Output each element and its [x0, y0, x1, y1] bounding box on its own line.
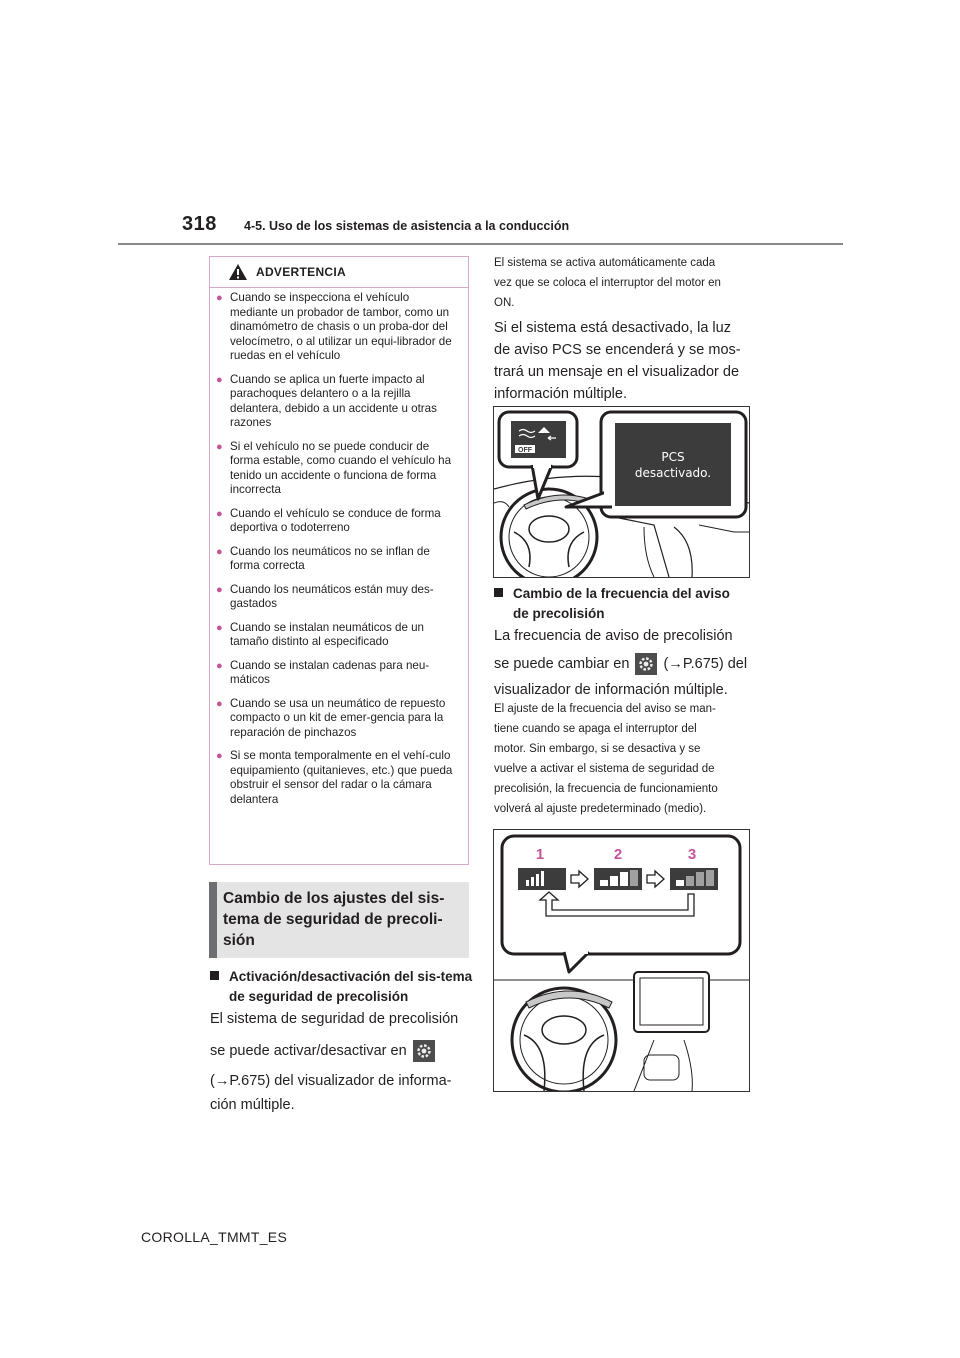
activation-subheading: Activación/desactivación del sis-tema de seguridad de precolisión: [210, 967, 491, 1007]
level-label-2: 2: [613, 846, 623, 863]
frequency-dashboard-drawing: [494, 830, 749, 1091]
frequency-subheading: Cambio de la frecuencia del aviso de precolisión: [494, 584, 775, 624]
warning-header: [210, 257, 468, 288]
page-number: 318: [182, 213, 217, 235]
bullet-icon: ●: [216, 750, 223, 762]
warning-item: ● Si el vehículo no se puede conducir de forma estable, como cuando el vehículo ha tenido un accidente o funciona de forma incorrecta: [216, 439, 452, 496]
frequency-illustration: [493, 829, 750, 1092]
bullet-icon: ●: [216, 373, 223, 386]
bullet-icon: ●: [216, 292, 223, 304]
display-message-line2: desactivado.: [634, 466, 712, 480]
display-message-line1: PCS: [661, 450, 685, 464]
level-1-indicator: [518, 868, 566, 890]
warning-triangle-icon: [228, 263, 248, 281]
warning-list: [210, 291, 468, 816]
bullet-icon: ●: [216, 583, 223, 596]
warning-item: ● Si se monta temporalmente en el vehí-culo equipamiento (quitanieves, etc.) que pueda obstruir el sensor del radar o la cámara delantera: [216, 749, 453, 806]
square-bullet-icon: [210, 971, 219, 980]
pcs-off-illustration: [493, 406, 750, 578]
bullet-icon: ●: [216, 507, 223, 520]
warning-item: ● Cuando se aplica un fuerte impacto al parachoques delantero o a la rejilla delantera, debido a un accidente u otras razones: [216, 372, 437, 429]
header-divider: [118, 243, 843, 245]
bullet-icon: ●: [216, 545, 223, 558]
warning-item: ● Cuando se inspecciona el vehículo mediante un probador de tambor, como un dinamómetro de chasis o un proba-dor del velocímetro, o al utilizar un equi-librador de ruedas en el vehículo: [216, 291, 452, 362]
level-3-indicator: [670, 868, 718, 890]
bullet-icon: ●: [216, 440, 223, 453]
warning-item: ● Cuando los neumáticos están muy des-gastados: [216, 582, 434, 610]
settings-gear-icon: [635, 653, 657, 675]
square-bullet-icon: [494, 588, 503, 597]
frequency-note: El ajuste de la frecuencia del aviso se man- tiene cuando se apaga el interruptor del motor. Sin embargo, si se desactiva y se vuelve a activar el sistema de seguridad de precolisión, la frecuencia de funcionamiento volverá al ajuste predeterminado (medio).: [494, 703, 718, 815]
warning-title: ADVERTENCIA: [256, 265, 346, 279]
level-2-indicator: [594, 868, 642, 890]
warning-item: ● Cuando los neumáticos no se inflan de forma correcta: [216, 544, 430, 572]
pcs-off-paragraph: Si el sistema está desactivado, la luz de aviso PCS se encenderá y se mos- trará un mensaje en el visualizador de información múltiple.: [494, 320, 741, 402]
bullet-icon: ●: [216, 659, 223, 672]
activation-paragraph: El sistema de seguridad de precolisión se puede activar/desactivar en (→P.675) del visualizador de informa- ción múltiple.: [210, 1011, 459, 1113]
level-label-1: 1: [535, 846, 545, 863]
section-title: 4-5. Uso de los sistemas de asistencia a la conducción: [244, 219, 570, 233]
bullet-icon: ●: [216, 621, 223, 634]
section-heading-box: [209, 882, 469, 958]
level-label-3: 3: [687, 846, 697, 863]
off-indicator-label: OFF: [518, 447, 532, 454]
heading-accent-bar: [209, 882, 217, 958]
warning-item: ● Cuando se usa un neumático de repuesto compacto o un kit de emer-gencia para la reparación de pinchazos: [216, 696, 446, 739]
section-heading: Cambio de los ajustes del sis-tema de seguridad de precoli-sión: [223, 890, 445, 949]
activation-note: El sistema se activa automáticamente cada vez que se coloca el interruptor del motor en ON.: [494, 257, 721, 309]
warning-box: [209, 256, 469, 865]
warning-item: ● Cuando el vehículo se conduce de forma deportiva o todoterreno: [216, 506, 441, 534]
dashboard-drawing: [494, 407, 749, 577]
settings-gear-icon: [413, 1040, 435, 1062]
frequency-paragraph: La frecuencia de aviso de precolisión se puede cambiar en (→P.675) del visualizador de información múltiple.: [494, 628, 748, 698]
bullet-icon: ●: [216, 697, 223, 710]
warning-item: ● Cuando se instalan cadenas para neu-máticos: [216, 658, 430, 686]
document-footer: COROLLA_TMMT_ES: [141, 1229, 288, 1245]
warning-item: ● Cuando se instalan neumáticos de un tamaño distinto al especificado: [216, 620, 425, 648]
